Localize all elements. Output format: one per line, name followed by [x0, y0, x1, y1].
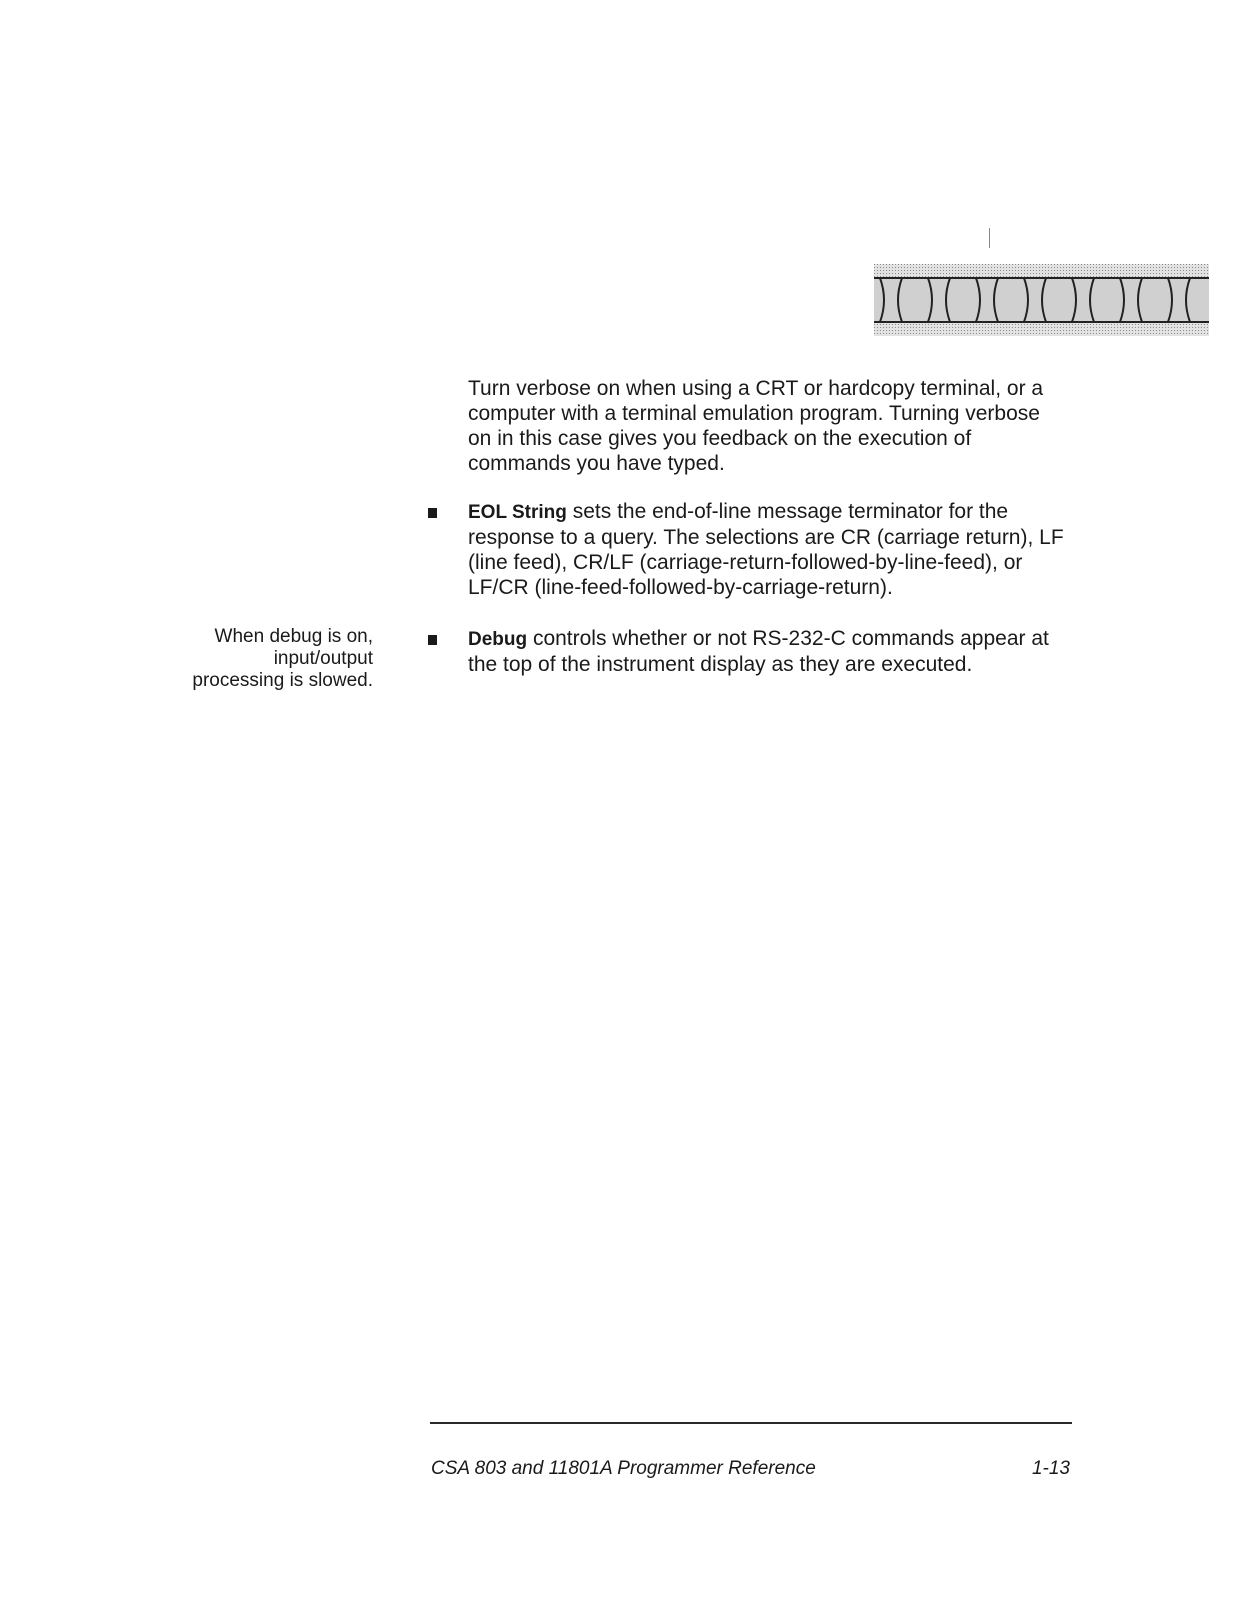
intro-paragraph: Turn verbose on when using a CRT or hardcopy terminal, or a computer with a terminal emulation program. Turning verbose on in this case gives you feedback on the execution of commands you have typed. — [468, 377, 1044, 475]
eol-string-term: EOL String — [468, 502, 567, 523]
footer-page-number: 1-13 — [1031, 1458, 1070, 1479]
margin-note-debug: When debug is on, input/output processing is slowed. — [192, 626, 373, 691]
eol-string-description — [468, 499, 1068, 600]
tab-tick-mark — [989, 228, 990, 248]
square-bullet-icon — [428, 635, 437, 645]
chapter-tab-graphic — [874, 264, 1209, 336]
eol-string-text: sets the end-of-line message terminator for the response to a query. The selections are CR (carriage return), LF (line feed), CR/LF (carriage-return-followed-by-line-feed), or LF/CR (line-feed-followed-by-carriage-return). — [468, 500, 1064, 599]
debug-description — [468, 626, 1068, 677]
footer-rule — [430, 1422, 1072, 1424]
debug-term: Debug — [468, 629, 528, 650]
square-bullet-icon — [428, 508, 437, 518]
debug-text: controls whether or not RS-232-C commands appear at the top of the instrument display as they are executed. — [468, 627, 1049, 676]
footer-title: CSA 803 and 11801A Programmer Reference — [431, 1458, 816, 1479]
